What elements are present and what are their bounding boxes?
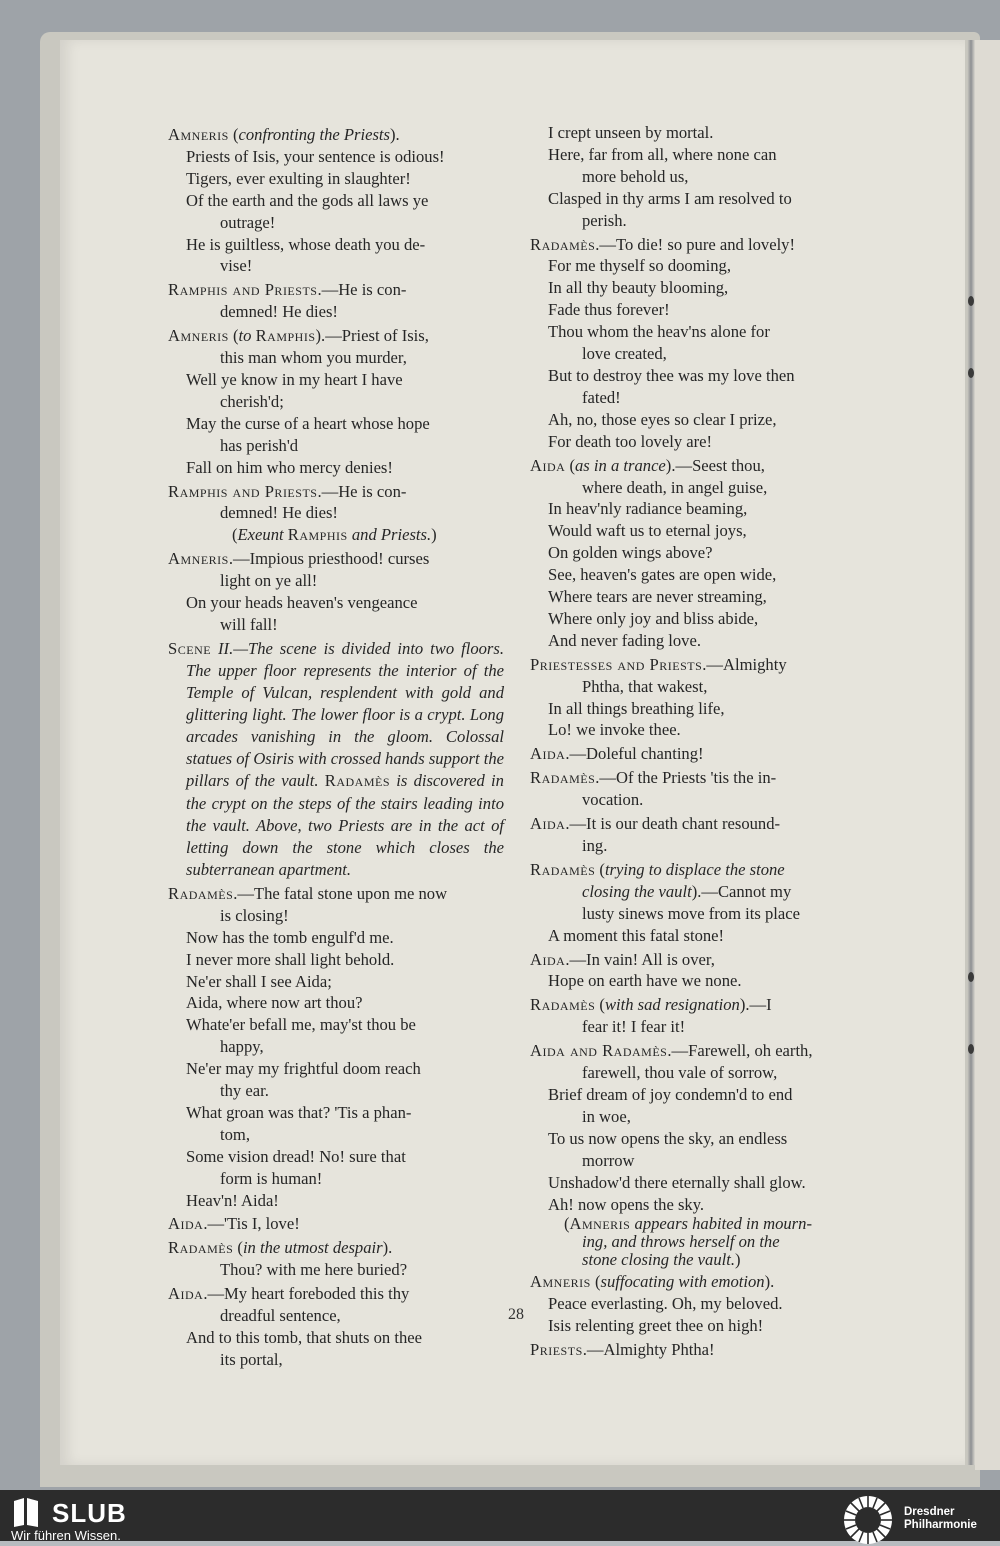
speaker-line xyxy=(530,455,864,477)
text-run: And never fading love. xyxy=(548,630,701,650)
text-run: ). xyxy=(382,1238,393,1258)
edge-mark xyxy=(968,368,974,378)
dresdner-philharmonie-logo[interactable] xyxy=(842,1494,992,1538)
text-run: ( xyxy=(228,326,239,346)
text-run: .—Almighty Phtha! xyxy=(582,1340,715,1360)
text-run: Priests of Isis, your sentence is odious! xyxy=(186,146,445,166)
speaker-line xyxy=(168,325,504,347)
verse-line xyxy=(530,210,864,232)
text-run: .—It is our death chant resound- xyxy=(565,814,781,834)
verse-line xyxy=(168,502,504,524)
philharmonie-name-line1: Dresdner xyxy=(904,1506,955,1518)
text-run: Well ye know in my heart I have xyxy=(186,369,403,389)
text-run: tom, xyxy=(220,1124,250,1144)
text-run: Would waft us to eternal joys, xyxy=(548,521,747,541)
character-name: Ramphis xyxy=(255,326,316,346)
text-run: Ah! now opens the sky. xyxy=(548,1194,705,1214)
text-run: ing. xyxy=(582,836,608,855)
text-run: demned! He dies! xyxy=(220,503,338,523)
italic-text: is discovered in the crypt on the steps of the stairs leading into the vault. Above, two Priests are in the act of letting down the stone which closes the subterranean apartment. xyxy=(186,771,504,879)
verse-line xyxy=(168,1349,504,1371)
verse-line xyxy=(530,903,864,925)
text-run: Clasped in thy arms I am resolved to xyxy=(548,188,792,208)
verse-line xyxy=(168,212,504,234)
text-run: ). xyxy=(390,125,400,144)
text-run: dreadful sentence, xyxy=(220,1306,341,1326)
facing-page-edge xyxy=(975,40,1000,1470)
character-name: Priests xyxy=(530,1340,583,1360)
verse-line xyxy=(530,166,864,188)
speaker-line xyxy=(530,1040,864,1062)
text-run: In all thy beauty blooming, xyxy=(548,278,729,298)
verse-line xyxy=(168,435,504,457)
verse-line xyxy=(530,144,864,166)
text-run: .—To die! so pure and lovely! xyxy=(595,234,796,254)
text-run: Thou whom the heav'ns alone for xyxy=(548,322,770,342)
italic-text: suffocating with emotion xyxy=(600,1272,765,1292)
verse-line xyxy=(168,1259,504,1281)
verse-line xyxy=(530,498,864,520)
verse-line xyxy=(168,255,504,277)
text-run: Some vision dread! No! sure that xyxy=(186,1146,406,1166)
text-run: .—'Tis I, love! xyxy=(203,1214,300,1234)
text-run: I never more shall light behold. xyxy=(186,949,395,969)
verse-line xyxy=(530,1016,864,1038)
slub-name: SLUB xyxy=(52,1498,127,1528)
verse-line xyxy=(168,168,504,190)
text-run: .—Almighty xyxy=(702,654,787,674)
text-run: ( xyxy=(564,1214,570,1234)
verse-line xyxy=(530,835,864,857)
verse-line xyxy=(168,1124,504,1146)
verse-line xyxy=(530,188,864,210)
text-run: ( xyxy=(233,1238,243,1258)
text-run: Fall on him who mercy denies! xyxy=(186,457,393,477)
text-run: Now has the tomb engulf'd me. xyxy=(186,927,394,947)
speaker-line xyxy=(530,234,864,256)
character-name: Aida xyxy=(530,814,566,834)
character-name: Amneris xyxy=(168,125,229,144)
verse-line xyxy=(530,365,864,387)
verse-line xyxy=(168,234,504,256)
speaker-line xyxy=(530,813,864,835)
verse-line xyxy=(168,347,504,369)
verse-line xyxy=(530,255,864,277)
speaker-line xyxy=(168,279,504,301)
text-run: ).—Seest thou, xyxy=(665,455,765,475)
text-run: ) xyxy=(431,525,437,545)
italic-text: stone closing the vault. xyxy=(582,1250,736,1270)
verse-line xyxy=(168,301,504,323)
verse-line xyxy=(168,570,504,592)
text-run: vise! xyxy=(220,256,253,276)
stage-direction-scene xyxy=(168,638,504,881)
character-name: Radamès xyxy=(168,883,234,903)
text-run: in woe, xyxy=(582,1106,631,1126)
text-run: love created, xyxy=(582,344,667,364)
italic-text: to xyxy=(238,326,252,346)
text-run: outrage! xyxy=(220,212,276,232)
text-run: happy, xyxy=(220,1037,264,1057)
speaker-line xyxy=(530,859,864,881)
text-run: more behold us, xyxy=(582,166,689,186)
character-name: Priestesses and Priests xyxy=(530,654,703,674)
italic-text: in the utmost despair xyxy=(242,1238,383,1258)
character-name: Radamès xyxy=(530,859,596,879)
verse-line xyxy=(530,1293,864,1315)
italic-text: and Priests. xyxy=(351,525,432,545)
text-run: Where tears are never streaming, xyxy=(548,587,767,607)
verse-line xyxy=(530,520,864,542)
text-run: Brief dream of joy condemn'd to end xyxy=(548,1084,793,1104)
speaker-line xyxy=(530,1271,864,1293)
verse-line xyxy=(168,1327,504,1349)
verse-line xyxy=(168,413,504,435)
text-run: .—He is con- xyxy=(317,280,407,300)
stage-direction-line xyxy=(530,1251,864,1269)
italic-text: with sad resignation xyxy=(604,995,740,1015)
character-name: Amneris xyxy=(168,326,229,346)
character-name: Aida xyxy=(168,1214,204,1234)
speaker-line xyxy=(168,548,504,570)
verse-line xyxy=(168,949,504,971)
edge-mark xyxy=(968,972,974,982)
character-name: Radamès xyxy=(530,234,596,254)
character-name: Radamès xyxy=(324,771,391,791)
stage-direction-line xyxy=(530,1233,864,1251)
character-name: Aida and Radamès xyxy=(530,1041,668,1061)
slub-tagline: Wir führen Wissen. xyxy=(11,1528,121,1543)
text-run: Heav'n! Aida! xyxy=(186,1190,279,1210)
text-run: See, heaven's gates are open wide, xyxy=(548,565,777,585)
book-gutter xyxy=(967,40,975,1465)
text-run: ).—Cannot my xyxy=(691,881,792,901)
italic-text: appears habited in mourn- xyxy=(634,1214,812,1234)
text-run: .—Impious priesthood! curses xyxy=(228,549,430,569)
text-run: perish. xyxy=(582,210,627,230)
character-name: Aida xyxy=(530,949,566,969)
text-run: thy ear. xyxy=(220,1081,269,1101)
verse-line xyxy=(530,970,864,992)
verse-line xyxy=(168,992,504,1014)
text-run: But to destroy thee was my love then xyxy=(548,365,795,385)
text-run: Unshadow'd there eternally shall glow. xyxy=(548,1172,806,1192)
speaker-line xyxy=(168,883,504,905)
text-run: Ah, no, those eyes so clear I prize, xyxy=(548,409,777,429)
stage-direction-line xyxy=(168,524,504,546)
text-run: On golden wings above? xyxy=(548,543,713,563)
character-name: Scene xyxy=(168,638,212,658)
verse-line xyxy=(530,1062,864,1084)
text-run: Of the earth and the gods all laws ye xyxy=(186,190,429,210)
text-run: .—Of the Priests 'tis the in- xyxy=(595,768,777,788)
verse-line xyxy=(530,1084,864,1106)
text-run: Here, far from all, where none can xyxy=(548,144,777,164)
text-run: ( xyxy=(228,125,239,144)
verse-line xyxy=(530,1172,864,1194)
verse-line xyxy=(530,698,864,720)
text-run: .—The fatal stone upon me now xyxy=(233,883,448,903)
text-run: form is human! xyxy=(220,1168,323,1188)
text-run: farewell, thou vale of sorrow, xyxy=(582,1063,778,1083)
verse-line xyxy=(530,321,864,343)
right-text-column xyxy=(530,122,864,1361)
verse-line xyxy=(168,905,504,927)
text-run: .—Farewell, oh earth, xyxy=(667,1041,813,1061)
text-run: Ne'er may my frightful doom reach xyxy=(186,1059,421,1079)
character-name: Radamès xyxy=(530,995,596,1015)
text-run: Where only joy and bliss abide, xyxy=(548,608,759,628)
verse-line xyxy=(168,1014,504,1036)
text-run: For me thyself so dooming, xyxy=(548,256,731,276)
italic-text: as in a trance xyxy=(575,455,666,475)
italic-text: trying to displace the stone xyxy=(604,859,785,879)
text-run: demned! He dies! xyxy=(220,302,338,322)
verse-line xyxy=(530,299,864,321)
verse-line xyxy=(530,477,864,499)
italic-text: closing the vault xyxy=(582,881,692,901)
philharmonie-sun-icon xyxy=(842,1494,894,1546)
text-run: ).—Priest of Isis, xyxy=(315,326,429,346)
verse-line xyxy=(168,1102,504,1124)
text-run: I crept unseen by mortal. xyxy=(548,123,714,142)
italic-text: Exeunt xyxy=(237,525,284,545)
verse-line xyxy=(530,630,864,652)
text-run: What groan was that? 'Tis a phan- xyxy=(186,1102,412,1122)
verse-line xyxy=(530,1315,864,1337)
verse-line xyxy=(530,789,864,811)
text-run: vocation. xyxy=(582,790,644,810)
verse-line xyxy=(168,1080,504,1102)
verse-line xyxy=(168,1146,504,1168)
text-run: fated! xyxy=(582,387,621,407)
text-run: Lo! we invoke thee. xyxy=(548,720,681,740)
text-run: Tigers, ever exulting in slaughter! xyxy=(186,168,411,188)
text-run: .—In vain! All is over, xyxy=(565,949,715,969)
text-run: is closing! xyxy=(220,905,289,925)
text-run: cherish'd; xyxy=(220,391,284,411)
text-run: .—Doleful chanting! xyxy=(565,744,704,764)
text-run: II.— xyxy=(211,638,248,658)
speaker-line xyxy=(168,1283,504,1305)
verse-line xyxy=(168,146,504,168)
text-run: Fade thus forever! xyxy=(548,300,670,320)
text-run: will fall! xyxy=(220,614,278,634)
text-run: ) xyxy=(735,1250,741,1270)
speaker-line xyxy=(530,994,864,1016)
text-run: ). xyxy=(764,1272,775,1292)
text-run: Isis relenting greet thee on high! xyxy=(548,1316,764,1336)
text-run: A moment this fatal stone! xyxy=(548,925,725,945)
verse-line xyxy=(530,343,864,365)
italic-text: The scene is divided into two floors. The upper floor represents the interior of the Temple of Vulcan, resplendent with gold and glittering light. The lower floor is a crypt. Long arcades vanishing in the gloom. Colossal statues of Osiris with crossed hands support the pillars of the vault. xyxy=(186,638,504,791)
character-name: Ramphis xyxy=(287,525,348,545)
verse-line xyxy=(168,1190,504,1212)
philharmonie-name-line2: Philharmonie xyxy=(904,1519,977,1531)
text-run: ( xyxy=(595,995,605,1015)
text-run: lusty sinews move from its place xyxy=(582,903,800,923)
verse-line xyxy=(530,1106,864,1128)
text-run: .—My heart foreboded this thy xyxy=(203,1284,410,1304)
character-name: Amneris xyxy=(168,549,229,569)
verse-line xyxy=(530,122,864,144)
stage-direction-line xyxy=(530,1215,864,1233)
text-run: ( xyxy=(565,455,575,475)
verse-line xyxy=(530,925,864,947)
edge-mark xyxy=(968,296,974,306)
verse-line xyxy=(168,1058,504,1080)
verse-line xyxy=(168,457,504,479)
text-run: ( xyxy=(595,859,605,879)
text-run: In heav'nly radiance beaming, xyxy=(548,499,748,519)
verse-line xyxy=(530,387,864,409)
verse-line xyxy=(168,927,504,949)
text-run: And to this tomb, that shuts on thee xyxy=(186,1328,422,1347)
verse-line xyxy=(530,719,864,741)
verse-line xyxy=(168,1305,504,1327)
page-number: 28 xyxy=(508,1306,524,1323)
verse-line xyxy=(168,614,504,636)
character-name: Amneris xyxy=(569,1214,631,1234)
verse-line xyxy=(530,881,864,903)
verse-line xyxy=(530,431,864,453)
verse-line xyxy=(530,586,864,608)
verse-line xyxy=(530,277,864,299)
philharmonie-name xyxy=(904,1506,977,1532)
verse-line xyxy=(530,1128,864,1150)
italic-text: ing, and throws herself on the xyxy=(582,1232,780,1252)
text-run: Thou? with me here buried? xyxy=(220,1260,408,1280)
verse-line xyxy=(168,1168,504,1190)
edge-mark xyxy=(968,1044,974,1054)
verse-line xyxy=(530,608,864,630)
text-run: For death too lovely are! xyxy=(548,431,713,451)
text-run: morrow xyxy=(582,1150,635,1170)
text-run: May the curse of a heart whose hope xyxy=(186,413,430,433)
verse-line xyxy=(168,971,504,993)
text-run: To us now opens the sky, an endless xyxy=(548,1128,788,1148)
speaker-line xyxy=(530,1339,864,1361)
slub-book-icon xyxy=(12,1497,40,1527)
italic-text: confronting the Priests xyxy=(238,125,390,144)
text-run: ( xyxy=(232,525,238,545)
text-run: Whate'er befall me, may'st thou be xyxy=(186,1015,416,1035)
character-name: Aida xyxy=(168,1284,204,1304)
character-name: Ramphis and Priests xyxy=(168,481,318,501)
text-run: its portal, xyxy=(220,1349,283,1369)
speaker-line xyxy=(168,124,504,146)
verse-line xyxy=(530,409,864,431)
footer-bar xyxy=(0,1490,1000,1541)
text-run: Peace everlasting. Oh, my beloved. xyxy=(548,1294,783,1314)
verse-line xyxy=(168,369,504,391)
character-name: Amneris xyxy=(530,1272,591,1292)
character-name: Ramphis and Priests xyxy=(168,280,318,300)
speaker-line xyxy=(530,767,864,789)
character-name: Radamès xyxy=(530,768,596,788)
verse-line xyxy=(530,542,864,564)
verse-line xyxy=(168,1036,504,1058)
text-run: In all things breathing life, xyxy=(548,698,725,718)
verse-line xyxy=(530,1150,864,1172)
speaker-line xyxy=(530,654,864,676)
text-run: has perish'd xyxy=(220,435,299,455)
character-name: Aida xyxy=(530,455,566,475)
text-run: ( xyxy=(590,1272,601,1292)
text-run: He is guiltless, whose death you de- xyxy=(186,234,426,254)
text-run: Hope on earth have we none. xyxy=(548,971,742,991)
verse-line xyxy=(168,190,504,212)
verse-line xyxy=(168,391,504,413)
text-run: this man whom you murder, xyxy=(220,348,407,368)
text-run: .—He is con- xyxy=(317,481,407,501)
text-run: Aida, where now art thou? xyxy=(186,993,363,1013)
text-run: Ne'er shall I see Aida; xyxy=(186,971,332,991)
text-run: Phtha, that wakest, xyxy=(582,676,708,696)
verse-line xyxy=(530,564,864,586)
character-name: Aida xyxy=(530,744,566,764)
speaker-line xyxy=(168,1237,504,1259)
speaker-line xyxy=(530,949,864,971)
verse-line xyxy=(168,592,504,614)
character-name: Radamès xyxy=(168,1238,234,1258)
speaker-line xyxy=(168,481,504,503)
text-run: ).—I xyxy=(739,995,772,1015)
left-text-column xyxy=(168,122,504,1371)
speaker-line xyxy=(530,743,864,765)
text-run: where death, in angel guise, xyxy=(582,477,768,497)
verse-line xyxy=(530,1194,864,1216)
speaker-line xyxy=(168,1213,504,1235)
text-run: On your heads heaven's vengeance xyxy=(186,593,418,613)
text-run: fear it! I fear it! xyxy=(582,1017,686,1037)
text-run: light on ye all! xyxy=(220,571,318,591)
verse-line xyxy=(530,676,864,698)
